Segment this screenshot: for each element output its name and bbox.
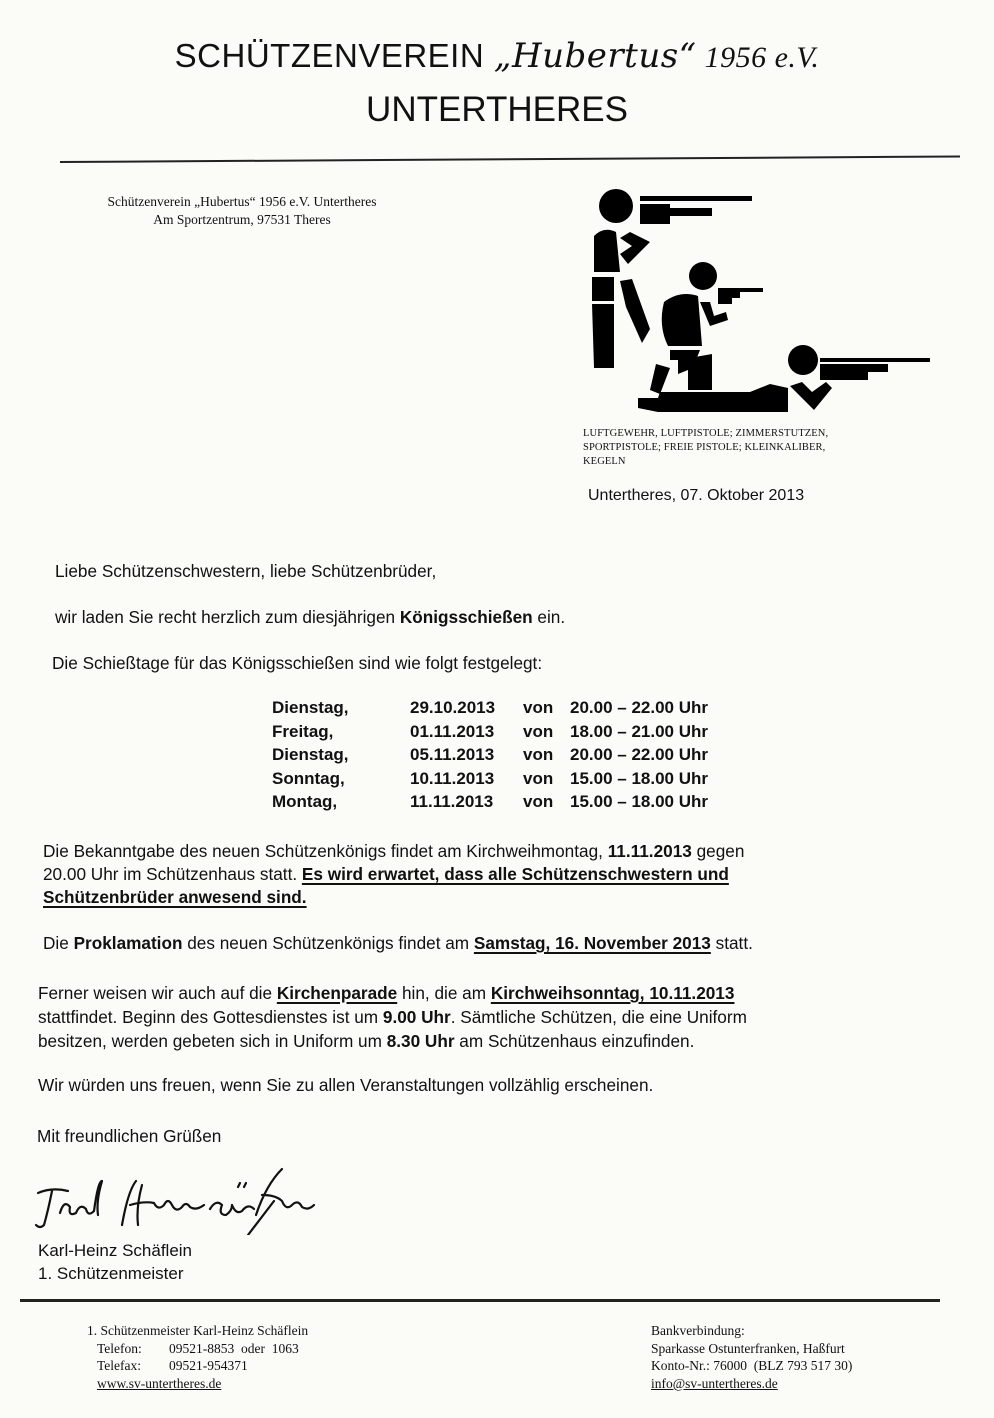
website-link[interactable]: www.sv-untertheres.de [97,1375,222,1391]
schedule-intro: Die Schießtage für das Königsschießen sind wie folgt festgelegt: [52,653,543,673]
parade-text: Ferner weisen wir auch auf die [38,983,277,1003]
parade-date: Kirchweihsonntag, 10.11.2013 [490,983,735,1003]
phone-value: 09521-8853 oder 1063 [169,1340,299,1356]
invite-text-end: ein. [532,607,566,627]
schedule-time: 20.00 – 22.00 Uhr [570,698,708,717]
schedule-date: 11.11.2013 [410,792,494,811]
fax-label: Telefax: [97,1358,142,1373]
closing-paragraph: Wir würden uns freuen, wenn Sie zu allen Veranstaltungen vollzählig erscheinen. [38,1075,654,1095]
closing-greeting: Mit freundlichen Grüßen [37,1126,222,1146]
email-link[interactable]: info@sv-untertheres.de [651,1375,778,1391]
service-time: 9.00 Uhr [382,1007,451,1027]
invite-text: wir laden Sie recht herzlich zum diesjährigen [55,607,400,627]
parade-text-3: stattfindet. Beginn des Gottesdienstes ist um [38,1007,383,1027]
schedule-day: Dienstag, [272,745,349,764]
schedule-von: von [523,721,554,741]
bank-name: Sparkasse Ostunterfranken, Haßfurt [651,1340,845,1356]
proclamation-text-3: statt. [710,933,753,953]
invitation-paragraph [55,606,565,629]
schedule-von: von [523,745,554,764]
footer-bank [651,1322,852,1392]
club-title-main: SCHÜTZENVEREIN [174,37,494,74]
uniform-time: 8.30 Uhr [386,1031,455,1051]
sender-line-2: Am Sportzentrum, 97531 Theres [153,212,331,227]
footer-fax [87,1357,308,1375]
sender-address [62,193,422,229]
attendance-note-2: Schützenbrüder anwesend sind. [43,887,307,907]
signer-role: 1. Schützenmeister [38,1264,184,1283]
club-location: UNTERTHERES [366,90,628,129]
parade-label: Kirchenparade [276,983,398,1003]
schedule-row [272,696,708,720]
proclamation-label: Proklamation [73,933,183,953]
schedule-time: 20.00 – 22.00 Uhr [570,745,708,764]
parade-paragraph [38,981,747,1053]
sender-line-1: Schützenverein „Hubertus“ 1956 e.V. Untertheres [107,194,377,209]
club-title-script: „Hubertus“ [493,36,697,76]
announcement-text-2: gegen [691,841,745,861]
schedule-date: 05.11.2013 [410,745,495,764]
schedule-time: 18.00 – 21.00 Uhr [570,721,708,741]
footer-contact-name: 1. Schützenmeister Karl-Heinz Schäflein [87,1323,309,1338]
schedule-row [272,767,708,791]
schedule-date: 29.10.2013 [410,698,496,717]
salutation: Liebe Schützenschwestern, liebe Schützenbrüder, [55,561,437,581]
footer-phone [87,1340,308,1358]
proclamation-text-2: des neuen Schützenkönigs findet am [182,933,474,953]
proclamation-paragraph [43,932,753,955]
disciplines-line-3: KEGELN [583,456,626,467]
fax-value: 09521-954371 [169,1358,248,1373]
announcement-paragraph [43,840,744,909]
announcement-text: Die Bekanntgabe des neuen Schützenkönigs findet am Kirchweihmontag, [43,841,608,861]
schedule-day: Sonntag, [272,768,345,788]
schedule-row [272,743,708,767]
announcement-date: 11.11.2013 [607,841,692,861]
schedule-day: Freitag, [272,721,334,741]
signature-image [30,1165,330,1235]
proclamation-date: Samstag, 16. November 2013 [473,933,711,953]
disciplines-line-2: SPORTPISTOLE; FREIE PISTOLE; KLEINKALIBER, [583,442,826,453]
schedule-von: von [523,768,554,788]
footer-divider [20,1299,940,1302]
schedule-date: 01.11.2013 [410,721,495,741]
letter-date: Untertheres, 07. Oktober 2013 [588,487,805,504]
parade-text-2: hin, die am [397,983,491,1003]
parade-text-5: besitzen, werden gebeten sich in Uniform um [38,1031,387,1051]
club-title [0,36,994,76]
schedule-day: Montag, [272,792,338,811]
header-divider [60,156,960,163]
schedule-row [272,790,708,814]
signer-name: Karl-Heinz Schäflein [38,1241,193,1260]
schedule-von: von [523,792,554,811]
schedule-time: 15.00 – 18.00 Uhr [570,768,708,788]
schedule-time: 15.00 – 18.00 Uhr [570,792,708,811]
disciplines-list [583,427,923,469]
phone-label: Telefon: [97,1340,142,1356]
proclamation-text: Die [43,933,74,953]
schedule-date: 10.11.2013 [410,768,495,788]
schedule-row [272,720,708,744]
club-title-year: 1956 e.V. [696,41,820,74]
invite-event-name: Königsschießen [399,607,533,627]
shooters-logo-icon [578,178,930,412]
schedule-table [272,696,708,814]
schedule-von: von [523,698,554,717]
bank-label: Bankverbindung: [651,1323,745,1338]
parade-text-6: am Schützenhaus einzufinden. [454,1031,695,1051]
disciplines-line-1: LUFTGEWEHR, LUFTPISTOLE; ZIMMERSTUTZEN, [583,428,829,439]
schedule-day: Dienstag, [272,698,349,717]
footer-contact [87,1322,308,1392]
attendance-note: Es wird erwartet, dass alle Schützenschwestern und [301,864,729,884]
announcement-text-3: 20.00 Uhr im Schützenhaus statt. [43,864,302,884]
parade-text-4: . Sämtliche Schützen, die eine Uniform [450,1007,747,1027]
bank-account: Konto-Nr.: 76000 (BLZ 793 517 30) [651,1358,853,1373]
